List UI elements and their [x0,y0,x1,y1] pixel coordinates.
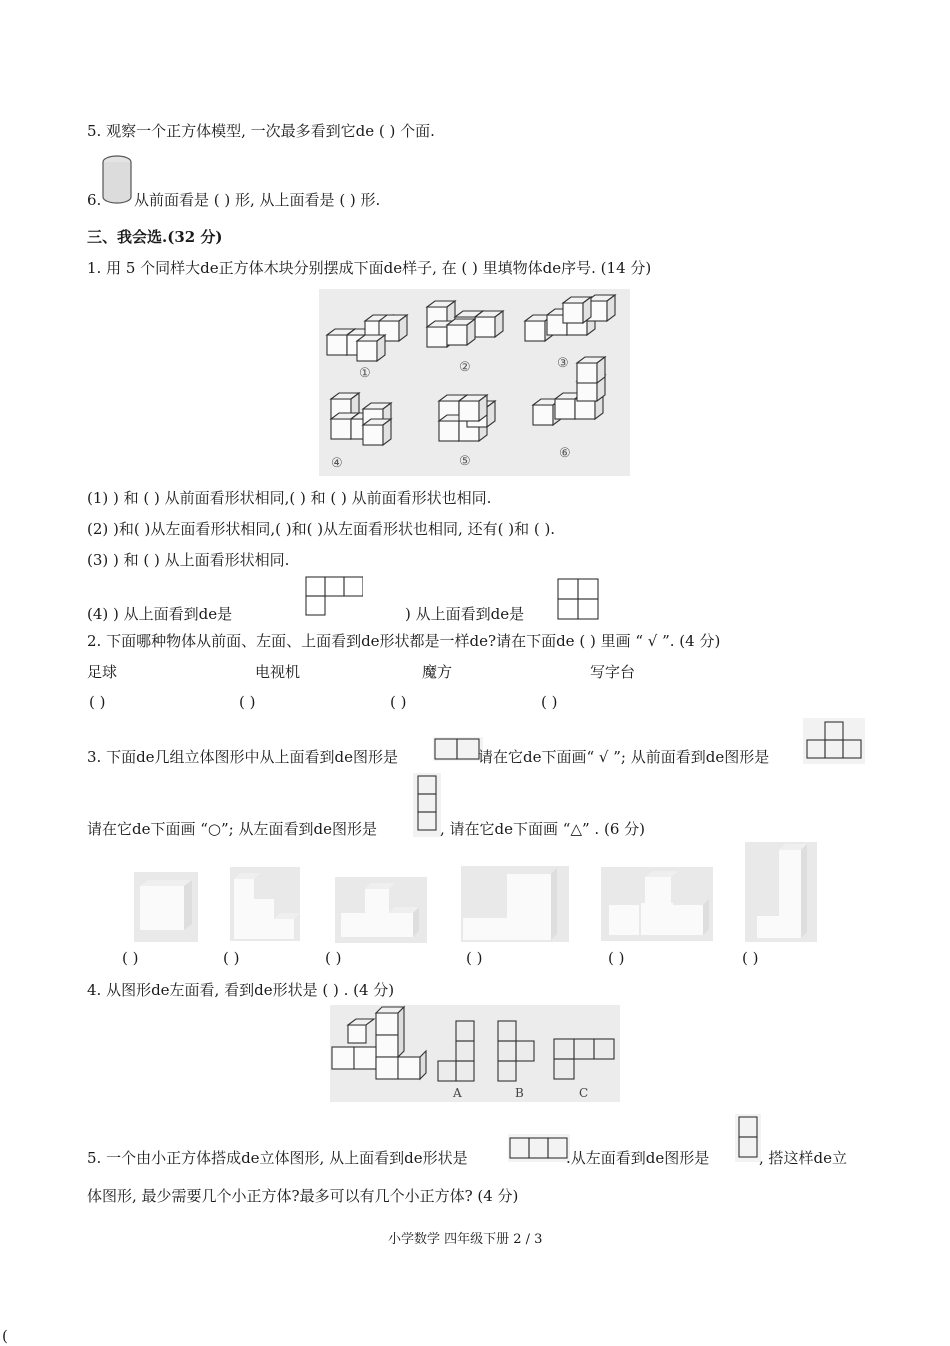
q3-1-sub2: (2) )和( )从左面看形状相同,( )和( )从左面看形状也相同, 还有( )和 ( ). [87,520,556,538]
q2-6-number: 6. [87,191,102,209]
q3-5-line1-part3: , 搭这样de立 [759,1149,848,1167]
front-view-shape [803,718,865,764]
q3-3-line1-part1: 3. 下面de几组立体图形中从上面看到de图形是 [87,748,399,766]
q3-1-label-1: ① [359,366,371,381]
q3-1-sub4-part1: (4) ) 从上面看到de是 [87,605,233,623]
q3-3-answer-5: ( ) [608,949,625,967]
q3-1-label-3: ③ [557,356,569,371]
q2-6-text: 从前面看是 ( ) 形, 从上面看是 ( ) 形. [134,191,381,209]
q3-4-option-b: B [515,1086,524,1100]
q3-2-item-tv: 电视机 [255,663,301,681]
left-view-column [413,773,441,837]
q3-5-line2: 体图形, 最少需要几个小正方体?最多可以有几个小正方体? (4 分) [87,1187,519,1205]
corner-mark: ( [2,1327,8,1345]
q3-3-figure-2 [230,867,300,941]
q3-3-line1-part2: 请在它de下面画“ √ ”; 从前面看到de图形是 [478,748,770,766]
q3-3-answer-4: ( ) [466,949,483,967]
q3-2-answer-3: ( ) [390,693,407,711]
q3-3-line2-part2: , 请在它de下面画 “△” . (6 分) [440,820,645,838]
q3-2-item-football: 足球 [87,663,118,681]
q3-4-prompt: 4. 从图形de左面看, 看到de形状是 ( ) . (4 分) [87,981,395,999]
q3-3-answer-2: ( ) [223,949,240,967]
q3-3-figure-4 [461,866,569,942]
q3-1-shape-6 [533,357,605,425]
q3-2-item-desk: 写字台 [590,663,636,681]
q3-3-figure-1 [134,872,198,942]
q3-3-line2-part1: 请在它de下面画 “○”; 从左面看到de图形是 [87,820,377,838]
q3-1-label-5: ⑤ [459,454,471,469]
q3-1-figure [319,289,630,476]
q3-1-shape-2 [427,301,503,347]
cylinder-icon [101,153,133,207]
q3-3-figure-3 [335,877,427,943]
q3-2-answer-1: ( ) [89,693,106,711]
q3-4-option-c: C [579,1086,589,1100]
q3-3-answer-3: ( ) [325,949,342,967]
q3-1-sub3: (3) ) 和 ( ) 从上面看形状相同. [87,551,290,569]
q3-1-prompt: 1. 用 5 个同样大de正方体木块分别摆成下面de样子, 在 ( ) 里填物体de序号. (14 分) [87,259,652,277]
top-view-grid-b [557,578,599,620]
q2-5-text: 5. 观察一个正方体模型, 一次最多看到它de ( ) 个面. [87,122,435,140]
q3-1-label-6: ⑥ [559,446,571,461]
q3-2-prompt: 2. 下面哪种物体从前面、左面、上面看到de形状都是一样de?请在下面de ( ) 里画 “ √ ”. (4 分) [87,632,721,650]
q3-2-item-cube: 魔方 [422,663,453,681]
q3-1-label-4: ④ [331,456,343,471]
top-view-two-squares [432,734,484,762]
q3-3-answer-6: ( ) [742,949,759,967]
q3-3-answer-1: ( ) [122,949,139,967]
q3-4-figure [330,1005,620,1102]
q3-1-shape-4 [331,393,391,445]
q3-1-sub1: (1) ) 和 ( ) 从前面看形状相同,( ) 和 ( ) 从前面看形状也相同. [87,489,492,507]
left-view-two-squares [735,1114,761,1162]
top-view-grid-a [305,576,363,618]
q3-4-option-a: A [453,1086,462,1100]
top-view-three-squares [508,1134,570,1162]
q3-1-label-2: ② [459,360,471,375]
q3-2-answer-2: ( ) [239,693,256,711]
q3-3-figure-5 [601,867,713,941]
q3-3-figure-6 [745,842,817,942]
q3-1-shape-1 [327,315,407,361]
q3-1-shape-5 [439,395,495,441]
q3-1-sub4-part2: ) 从上面看到de是 [405,605,525,623]
q3-5-line1-part1: 5. 一个由小正方体搭成de立体图形, 从上面看到de形状是 [87,1149,468,1167]
section3-title: 三、我会选.(32 分) [87,228,223,246]
q3-2-answer-4: ( ) [541,693,558,711]
q3-1-shape-3 [525,295,615,341]
q3-5-line1-part2: .从左面看到de图形是 [566,1149,710,1167]
page-footer: 小学数学 四年级下册 2 / 3 [388,1232,543,1247]
